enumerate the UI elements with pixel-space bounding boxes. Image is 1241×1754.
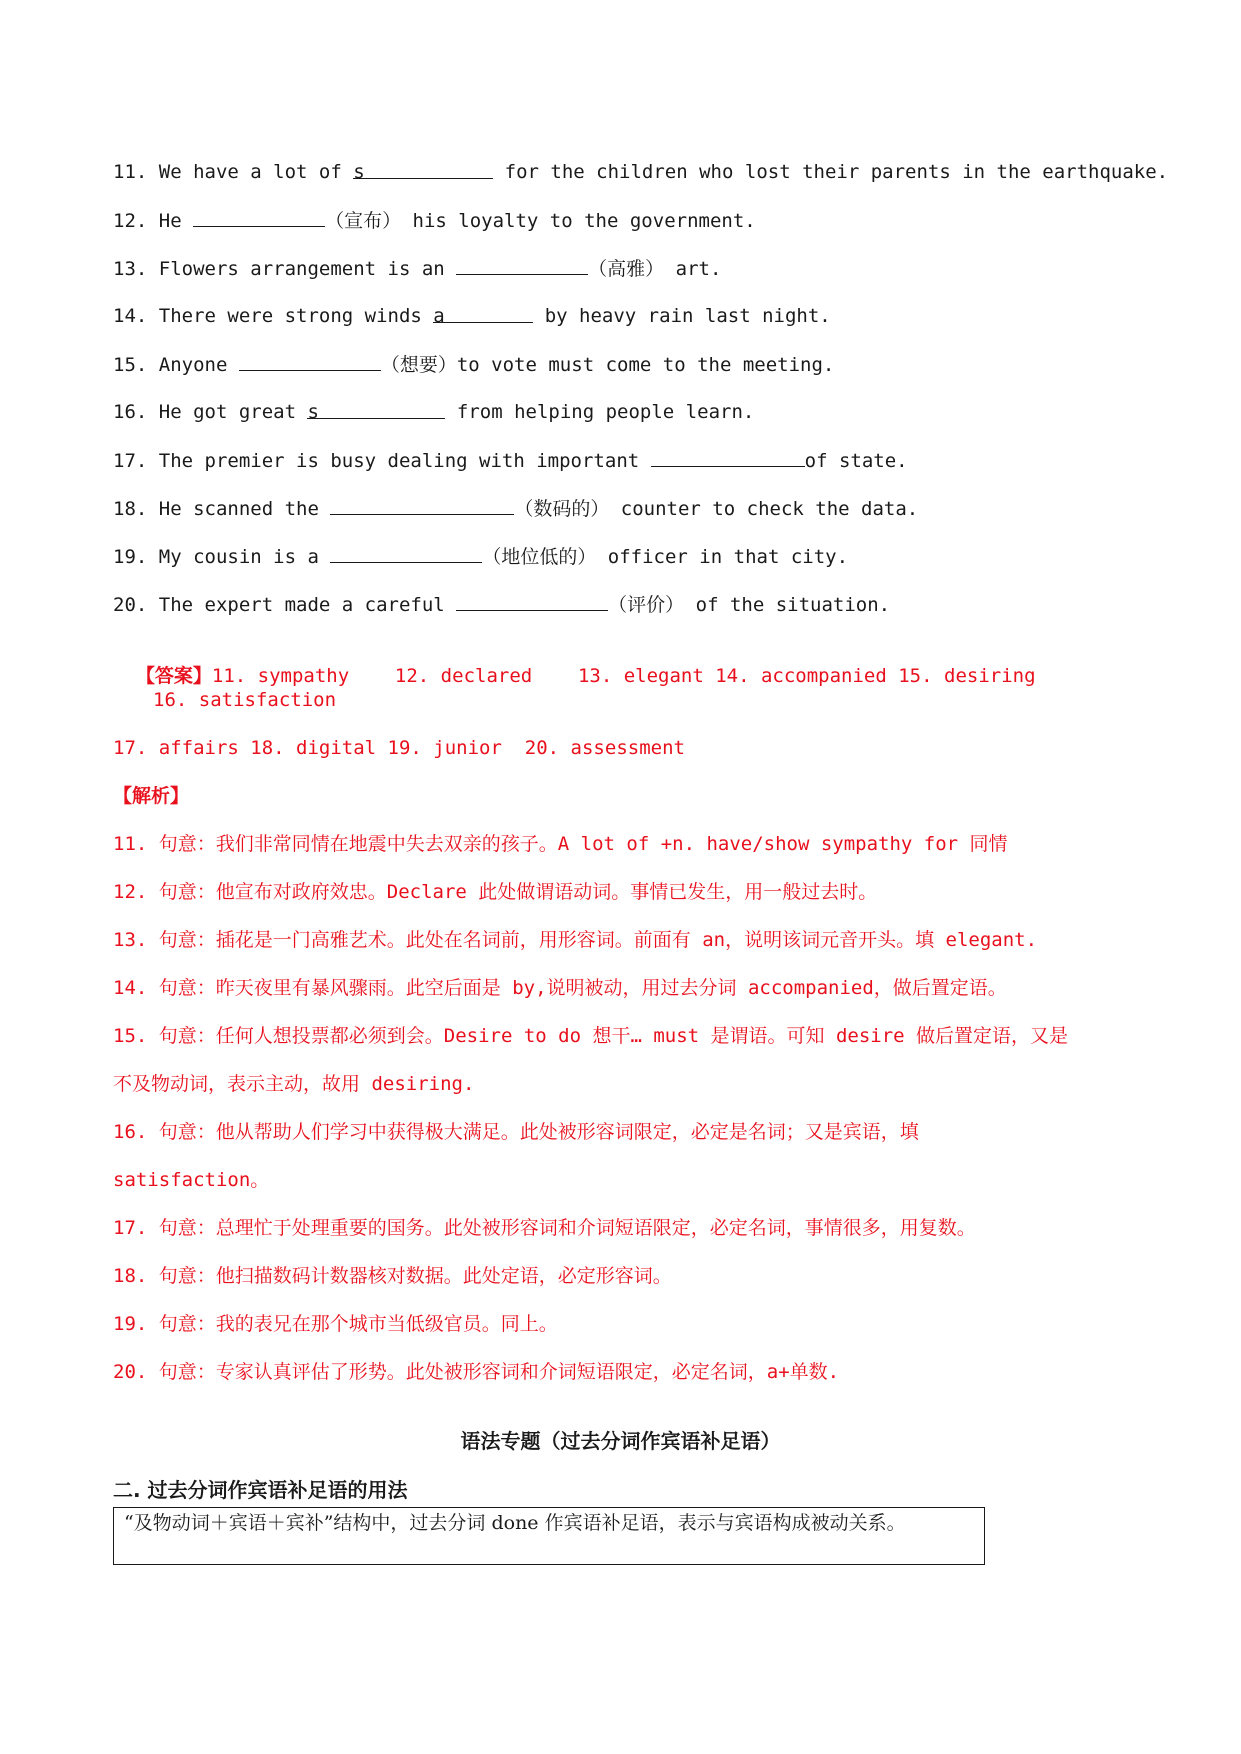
analysis-line: 17. 句意：总理忙于处理重要的国务。此处被形容词和介词短语限定，必定名词，事情很多，用复数。	[113, 1217, 976, 1239]
analysis-line: 13. 句意：插花是一门高雅艺术。此处在名词前，用形容词。前面有 an，说明该词元音开头。填 elegant.	[113, 929, 1038, 951]
analysis-label: 【解析】	[113, 785, 190, 807]
question-13	[113, 256, 721, 281]
question-text: 12. He	[113, 210, 194, 232]
question-text-end: for the children who lost their parents in the earthquake.	[493, 161, 1169, 183]
question-text-end: his loyalty to the government.	[401, 210, 756, 232]
question-12	[113, 208, 756, 233]
question-text-end: of state.	[804, 450, 908, 472]
definition-box: “及物动词＋宾语＋宾补”结构中，过去分词 done 作宾语补足语，表示与宾语构成被动关系。	[113, 1507, 985, 1565]
question-18	[113, 496, 918, 521]
analysis-line: 不及物动词，表示主动，故用 desiring.	[113, 1073, 475, 1095]
answer-label: 【答案】	[135, 665, 212, 687]
question-text-end: art.	[664, 258, 722, 280]
first-letter-hint: s	[307, 401, 319, 423]
answer-blank	[456, 592, 608, 611]
question-text-end: of the situation.	[684, 594, 891, 616]
first-letter-hint: a	[433, 305, 445, 327]
question-text-end: to vote must come to the meeting.	[456, 354, 835, 376]
answer-blank	[456, 256, 588, 275]
question-text-end: counter to check the data.	[609, 498, 919, 520]
question-text: 19. My cousin is a	[113, 546, 331, 568]
question-text: 18. He scanned the	[113, 498, 331, 520]
analysis-line: 20. 句意：专家认真评估了形势。此处被形容词和介词短语限定，必定名词，a+单数.	[113, 1361, 840, 1383]
answer-blank	[330, 544, 482, 563]
analysis-line: 12. 句意：他宣布对政府效忠。Declare 此处做谓语动词。事情已发生，用一般过去时。	[113, 881, 878, 903]
question-text: 20. The expert made a careful	[113, 594, 457, 616]
section-title: 语法专题（过去分词作宾语补足语）	[460, 1429, 781, 1453]
answer-blank	[330, 496, 514, 515]
question-text: 14. There were strong winds	[113, 305, 434, 327]
analysis-line: 16. 句意：他从帮助人们学习中获得极大满足。此处被形容词限定，必定是名词；又是宾语，填	[113, 1121, 919, 1143]
question-15	[113, 352, 834, 377]
question-text: 13. Flowers arrangement is an	[113, 258, 457, 280]
question-16	[113, 400, 754, 424]
answer-blank	[353, 160, 493, 183]
answer-line-1	[113, 640, 1036, 688]
question-20	[113, 592, 890, 617]
analysis-line: 15. 句意：任何人想投票都必须到会。Desire to do 想干… must 是谓语。可知 desire 做后置定语，又是	[113, 1025, 1069, 1047]
question-text-end: from helping people learn.	[445, 401, 755, 423]
question-17	[113, 448, 908, 473]
chinese-hint: （高雅）	[588, 258, 665, 280]
answer-blank	[239, 352, 381, 371]
question-text: 11. We have a lot of	[113, 161, 354, 183]
question-text: 15. Anyone	[113, 354, 239, 376]
section-heading: 二. 过去分词作宾语补足语的用法	[113, 1478, 408, 1502]
analysis-line: 14. 句意：昨天夜里有暴风骤雨。此空后面是 by,说明被动，用过去分词 accompanied，做后置定语。	[113, 977, 1007, 999]
first-letter-hint: s	[353, 161, 365, 183]
analysis-line: 19. 句意：我的表兄在那个城市当低级官员。同上。	[113, 1313, 558, 1335]
question-11	[113, 160, 1168, 184]
answer-blank	[193, 208, 325, 227]
chinese-hint: （地位低的）	[482, 546, 597, 568]
answer-line-2: 16. satisfaction	[153, 689, 337, 711]
answer-blank	[651, 448, 805, 467]
chinese-hint: （宣布）	[325, 210, 402, 232]
answer-blank	[433, 304, 533, 327]
answer-blank	[307, 400, 445, 423]
question-19	[113, 544, 848, 569]
question-text-end: by heavy rain last night.	[533, 305, 831, 327]
analysis-line: 11. 句意：我们非常同情在地震中失去双亲的孩子。A lot of +n. have/show sympathy for 同情	[113, 833, 1008, 855]
answer-line-3: 17. affairs 18. digital 19. junior 20. assessment	[113, 737, 685, 759]
question-text: 16. He got great	[113, 401, 308, 423]
question-text-end: officer in that city.	[596, 546, 849, 568]
answers-text-1: 11. sympathy 12. declared 13. elegant 14. accompanied 15. desiring	[211, 665, 1036, 687]
question-text: 17. The premier is busy dealing with important	[113, 450, 651, 472]
analysis-line: satisfaction。	[113, 1169, 270, 1191]
analysis-line: 18. 句意：他扫描数码计数器核对数据。此处定语，必定形容词。	[113, 1265, 672, 1287]
chinese-hint: （想要）	[380, 354, 457, 376]
chinese-hint: （评价）	[608, 594, 685, 616]
question-14	[113, 304, 831, 328]
chinese-hint: （数码的）	[514, 498, 610, 520]
